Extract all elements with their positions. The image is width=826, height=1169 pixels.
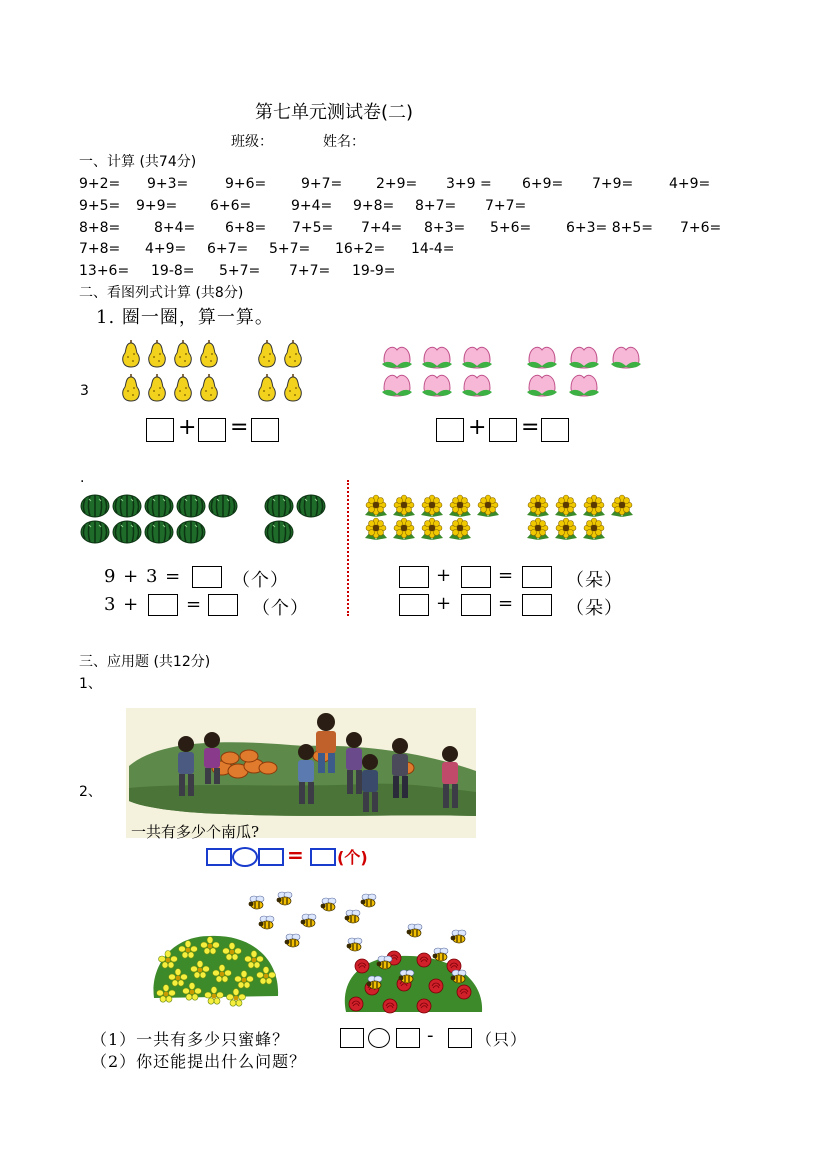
watermelon-icon [81,521,109,543]
sunflower-icon [583,518,605,540]
watermelon-icon [145,495,173,517]
calc-item: 8+4= [154,220,196,236]
sunflower-icon [449,518,471,540]
pear-icon [149,374,165,401]
peach-icon [611,347,641,368]
calc-item: 9+7= [301,176,343,192]
watermelon-icon [81,495,109,517]
pear-icon [201,340,217,367]
answer-box[interactable] [396,1028,420,1048]
plus-sign: + [436,565,453,586]
operator-circle[interactable] [232,847,258,867]
watermelon-icon [209,495,237,517]
rose-icon [457,985,471,999]
calc-item: 7+6= [680,220,722,236]
pear-icon [175,374,191,401]
calc-item: 9+4= [291,198,333,214]
calc-item: 2+9= [376,176,418,192]
unit-label: （朵） [566,570,623,591]
sunflower-icon [477,495,499,517]
calc-item: 9+5= [79,198,121,214]
answer-box[interactable] [448,1028,472,1048]
sunflower-icon [611,495,633,517]
unit-label: （只） [476,1030,528,1049]
answer-box[interactable] [208,594,238,616]
calc-item: 14-4= [411,241,455,257]
calc-item: 7+5= [292,220,334,236]
watermelon-icon [145,521,173,543]
melon-equation-1: 9 + 3 = [104,566,182,587]
minus-sign: - [427,1025,434,1046]
watermelon-icon [113,495,141,517]
plus-sign: + [178,415,197,440]
answer-box[interactable] [198,418,226,442]
calc-item: 5+6= [490,220,532,236]
calc-item: 6+9= [522,176,564,192]
calc-item: 3+9 = [446,176,492,192]
bee-icon [345,910,360,923]
watermelon-icon [297,495,325,517]
equals-sign: = [521,415,540,440]
equals-sign: = [287,843,304,867]
melon-equation-2-left: 3 + [104,594,140,615]
answer-box[interactable] [522,594,552,616]
pear-icon [123,374,139,401]
equals-sign: = [498,565,515,586]
dotted-divider [347,480,349,616]
bee-icon [451,930,466,943]
pear-icon [175,340,191,367]
sunflower-icon [393,495,415,517]
pear-icon [123,340,139,367]
calc-item: 5+7= [219,263,261,279]
calc-item: 16+2= [335,241,386,257]
bee-icon [361,894,376,907]
watermelon-icon [177,495,205,517]
peach-icon [462,347,492,368]
answer-box[interactable] [251,418,279,442]
answer-box[interactable] [310,848,336,866]
answer-box[interactable] [541,418,569,442]
peach-icon [462,375,492,396]
calc-item: 6+6= [210,198,252,214]
calc-item: 7+9= [592,176,634,192]
pear-icon [201,374,217,401]
calc-item: 9+2= [79,176,121,192]
bee-question-1: （1）一共有多少只蜜蜂？ [91,1030,290,1049]
bee-icon [277,892,292,905]
watermelon-icon [265,495,293,517]
sunflower-icon [449,495,471,517]
calc-item: 8+7= [415,198,457,214]
calc-item: 6+3= 8+5= [566,220,654,236]
answer-box[interactable] [489,418,517,442]
calc-item: 7+7= [289,263,331,279]
answer-box[interactable] [146,418,174,442]
bee-icon [301,914,316,927]
calc-item: 13+6= [79,263,130,279]
bee-icon [433,948,448,961]
sunflower-icon [527,495,549,517]
calc-item: 9+3= [147,176,189,192]
peach-icon [382,347,412,368]
calc-item: 19-9= [352,263,396,279]
rose-icon [417,953,431,967]
pear-icon [259,340,275,367]
answer-box[interactable] [258,848,284,866]
rose-icon [349,997,363,1011]
peach-group [378,340,658,400]
sunflower-icon [527,518,549,540]
peach-icon [527,375,557,396]
sunflower-icon [583,495,605,517]
calc-item: 9+6= [225,176,267,192]
question-2-label: 2、 [79,784,102,800]
sunflower-icon [421,495,443,517]
rose-icon [417,999,431,1013]
peach-icon [422,347,452,368]
calc-item: 7+4= [361,220,403,236]
bee-icon [321,898,336,911]
bee-icon [259,916,274,929]
watermelon-icon [113,521,141,543]
pear-icon [149,340,165,367]
peach-icon [382,375,412,396]
peach-icon [527,347,557,368]
name-label: 姓名： [323,134,365,150]
answer-box[interactable] [399,594,429,616]
calc-item: 4+9= [145,241,187,257]
calc-item: 9+9= [136,198,178,214]
calc-item: 4+9= [669,176,711,192]
calc-item: 5+7= [269,241,311,257]
equals-sign: = [230,415,249,440]
dot-mark: . [80,470,85,486]
calc-item: 9+8= [353,198,395,214]
peach-icon [569,375,599,396]
section3-heading: 三、应用题 (共12分) [79,654,211,670]
pear-icon [259,374,275,401]
sunflower-icon [393,518,415,540]
answer-box[interactable] [148,594,178,616]
calc-item: 6+8= [225,220,267,236]
sub-question-1: 1. 圈一圈，算一算。 [96,307,274,328]
calc-item: 6+7= [207,241,249,257]
sunflower-icon [365,518,387,540]
answer-box[interactable] [461,566,491,588]
bee-icon [249,896,264,909]
answer-box[interactable] [461,594,491,616]
peach-icon [569,347,599,368]
unit-label: （朵） [566,598,623,619]
calc-item: 7+8= [79,241,121,257]
pear-icon [285,374,301,401]
unit-label: （个） [252,598,309,619]
bee-question-2: （2）你还能提出什么问题？ [91,1052,307,1071]
answer-box[interactable] [340,1028,364,1048]
sunflower-icon [555,495,577,517]
rose-icon [355,959,369,973]
bee-icon [285,934,300,947]
calc-item: 19-8= [151,263,195,279]
equals-sign: = [498,593,515,614]
sunflower-group [362,494,642,544]
unit-label: (个) [337,848,368,867]
plus-sign: + [468,415,487,440]
number-3: 3 [80,383,89,399]
plus-sign: + [436,593,453,614]
page-title: 第七单元测试卷(二) [255,102,414,123]
unit-label: （个） [232,570,289,591]
bee-flower-scene-image [150,888,490,1018]
class-label: 班级： [231,134,273,150]
calc-item: 7+7= [485,198,527,214]
rose-icon [429,979,443,993]
question-1-label: 1、 [79,676,102,692]
watermelon-icon [177,521,205,543]
sunflower-icon [421,518,443,540]
equals-sign: = [186,594,203,615]
peach-icon [422,375,452,396]
watermelon-icon [265,521,293,543]
calc-item: 8+3= [424,220,466,236]
section1-heading: 一、计算 (共74分) [79,154,197,170]
answer-box[interactable] [399,566,429,588]
pear-group [110,335,340,415]
operator-circle[interactable] [368,1028,390,1048]
answer-box[interactable] [192,566,222,588]
answer-box[interactable] [522,566,552,588]
answer-box[interactable] [206,848,232,866]
watermelon-group [78,492,338,548]
pear-icon [285,340,301,367]
bee-icon [347,938,362,951]
rose-icon [383,999,397,1013]
answer-box[interactable] [436,418,464,442]
sunflower-icon [365,495,387,517]
bee-icon [407,924,422,937]
section2-heading: 二、看图列式计算 (共8分) [79,285,244,301]
sunflower-icon [555,518,577,540]
pumpkin-question: 一共有多少个南瓜? [131,823,260,841]
calc-item: 8+8= [79,220,121,236]
